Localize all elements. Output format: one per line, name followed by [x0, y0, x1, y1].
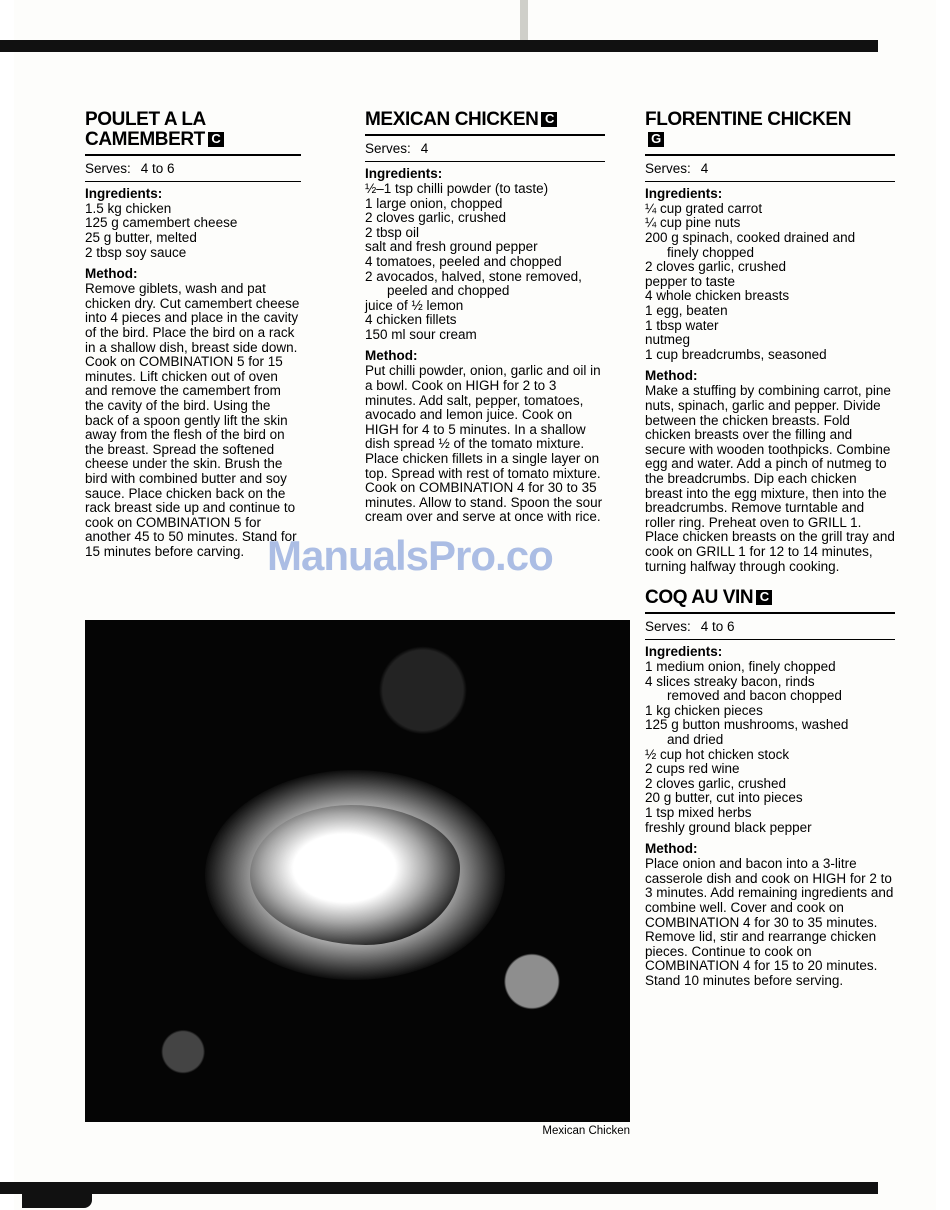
list-item: 2 cloves garlic, crushed	[365, 210, 507, 226]
list-item: ¼ cup pine nuts	[645, 215, 741, 231]
serves-value: 4 to 6	[140, 160, 175, 176]
list-item: 200 g spinach, cooked drained and	[645, 230, 856, 246]
page-bottom-rule	[0, 1182, 878, 1194]
recipe-badge: C	[756, 590, 772, 605]
column-right	[645, 110, 895, 989]
recipe-badge: C	[541, 112, 557, 127]
ingredients-label: Ingredients:	[365, 165, 443, 181]
list-item	[645, 733, 895, 748]
method-label: Method:	[645, 841, 698, 857]
serves-line	[645, 161, 895, 176]
recipe-title-text: MEXICAN CHICKEN	[365, 109, 539, 130]
list-item: 4 tomatoes, peeled and chopped	[365, 253, 562, 269]
method-label: Method:	[645, 368, 698, 384]
title-divider	[645, 154, 895, 156]
serves-label: Serves:	[645, 619, 691, 635]
serves-line	[85, 161, 301, 176]
list-item-continuation: finely chopped	[667, 244, 755, 260]
list-item-continuation: and dried	[667, 732, 724, 748]
list-item: 1 egg, beaten	[645, 303, 728, 319]
recipe-columns	[85, 110, 895, 1170]
ingredients-list	[645, 202, 895, 363]
recipe-badge: C	[208, 132, 224, 147]
method-label: Method:	[365, 348, 418, 364]
watermark: ManualsPro.co	[267, 532, 553, 579]
list-item: ¼ cup grated carrot	[645, 200, 763, 216]
recipe-title-poulet	[85, 110, 301, 150]
ingredients-list	[645, 660, 895, 835]
title-divider	[645, 612, 895, 614]
title-divider	[85, 154, 301, 156]
recipe-title-text: FLORENTINE CHICKEN	[645, 109, 852, 130]
list-item-continuation: peeled and chopped	[387, 283, 510, 299]
list-item: freshly ground black pepper	[645, 819, 812, 835]
list-item	[645, 689, 895, 704]
list-item: 1 cup breadcrumbs, seasoned	[645, 346, 827, 362]
list-item: 2 tbsp soy sauce	[85, 244, 187, 260]
mexican-chicken-photo	[85, 620, 630, 1122]
serves-line	[365, 141, 605, 156]
column-left	[85, 110, 301, 560]
serves-label: Serves:	[365, 140, 411, 156]
ingredients-label: Ingredients:	[645, 644, 723, 660]
ingredients-label: Ingredients:	[85, 185, 163, 201]
serves-value: 4 to 6	[700, 619, 735, 635]
list-item: 1 tsp mixed herbs	[645, 805, 752, 820]
serves-value: 4	[700, 160, 709, 176]
column-middle	[365, 110, 605, 525]
list-item: 125 g camembert cheese	[85, 215, 238, 231]
serves-label: Serves:	[645, 160, 691, 176]
list-item	[645, 246, 895, 261]
serves-divider	[365, 161, 605, 162]
list-item	[365, 284, 605, 299]
serves-divider	[85, 181, 301, 182]
serves-divider	[645, 181, 895, 182]
scan-artifact-top	[520, 0, 528, 40]
page-left-margin	[0, 0, 14, 1210]
list-item: 1 kg chicken pieces	[645, 702, 763, 718]
ingredients-list	[85, 202, 301, 260]
recipe-title-text: COQ AU VIN	[645, 587, 754, 609]
list-item: 4 whole chicken breasts	[645, 288, 790, 304]
title-divider	[365, 134, 605, 136]
page-right-margin	[936, 0, 950, 1210]
list-item: 4 chicken fillets	[365, 312, 457, 328]
list-item: 1 tbsp water	[645, 317, 719, 333]
list-item-continuation: removed and bacon chopped	[667, 688, 842, 704]
photo-highlights	[85, 620, 630, 1122]
recipe-title-coq	[645, 588, 895, 608]
method-text: Make a stuffing by combining carrot, pine nuts, spinach, garlic and pepper. Divide between the chicken breasts. Fold chicken breasts over the filling and secure with wooden toothpicks. Combine egg and water. Add a pinch of nutmeg to the breadcrumbs. Dip each chicken breast into the egg mixture, then into the breadcrumbs. Remove turntable and roller ring. Preheat oven to GRILL 1. Place chicken breasts on the grill tray and cook on GRILL 1 for 12 to 14 minutes, turning halfway through cooking.	[645, 383, 895, 574]
list-item: pepper to taste	[645, 273, 736, 289]
method-text: Put chilli powder, onion, garlic and oil in a bowl. Cook on HIGH for 2 to 3 minutes. Add salt, pepper, tomatoes, avocado and lemon juice. Cook on HIGH for 4 to 5 minutes. In a shallow dish spread ½ of the tomato mixture. Place chicken fillets in a single layer on top. Spread with rest of tomato mixture. Cook on COMBINATION 4 for 30 to 35 minutes. Allow to stand. Spoon the sour cream over and serve at once with rice.	[365, 363, 603, 525]
page-top-rule	[0, 40, 878, 52]
list-item: 1 medium onion, finely chopped	[645, 659, 836, 675]
recipe-title-text: POULET A LA CAMEMBERT	[85, 109, 206, 150]
list-item: 2 avocados, halved, stone removed,	[365, 268, 582, 284]
list-item: 25 g butter, melted	[85, 230, 197, 246]
recipe-badge: G	[648, 132, 664, 147]
ingredients-label: Ingredients:	[645, 185, 723, 201]
method-label: Method:	[85, 266, 138, 282]
serves-divider	[645, 639, 895, 640]
recipe-title-florentine	[645, 110, 895, 150]
list-item: juice of ½ lemon	[365, 297, 464, 313]
list-item: 125 g button mushrooms, washed	[645, 717, 849, 733]
photo-caption: Mexican Chicken	[542, 1125, 630, 1137]
list-item: 2 cloves garlic, crushed	[645, 259, 787, 275]
recipe-title-mexican	[365, 110, 605, 130]
list-item: 4 slices streaky bacon, rinds	[645, 673, 815, 689]
serves-value: 4	[420, 140, 429, 156]
method-text: Place onion and bacon into a 3-litre casserole dish and cook on HIGH for 2 to 3 minutes. Add remaining ingredients and combine well. Cover and cook on COMBINATION 4 for 30 to 35 minutes. Remove lid, stir and rearrange chicken pieces. Continue to cook on COMBINATION 4 for 15 to 20 minutes. Stand 10 minutes before serving.	[645, 856, 894, 988]
list-item: salt and fresh ground pepper	[365, 239, 538, 255]
recipe-photo-block	[85, 620, 630, 1140]
list-item: ½–1 tsp chilli powder (to taste)	[365, 180, 549, 196]
scan-artifact-bottom	[22, 1182, 92, 1208]
list-item: nutmeg	[645, 332, 691, 348]
ingredients-list	[365, 182, 605, 343]
list-item: 1 large onion, chopped	[365, 195, 503, 211]
serves-label: Serves:	[85, 160, 131, 176]
list-item: 2 cups red wine	[645, 761, 740, 777]
list-item: 2 tbsp oil	[365, 224, 420, 240]
list-item: 150 ml sour cream	[365, 326, 477, 342]
list-item: 1.5 kg chicken	[85, 200, 172, 216]
serves-line	[645, 619, 895, 634]
list-item: ½ cup hot chicken stock	[645, 746, 790, 762]
list-item: 2 cloves garlic, crushed	[645, 775, 787, 791]
method-text: Remove giblets, wash and pat chicken dry. Cut camembert cheese into 4 pieces and place in the cavity of the bird. Place the bird on a rack in a shallow dish, breast side down. Cook on COMBINATION 5 for 15 minutes. Lift chicken out of oven and remove the camembert from the cavity of the bird. Using the back of a spoon gently lift the skin away from the flesh of the bird on the breast. Spread the softened cheese under the skin. Brush the bird with combined butter and soy sauce. Place chicken back on the rack breast side up and continue to cook on COMBINATION 5 for another 45 to 50 minutes. Stand for 15 minutes before carving.	[85, 281, 300, 559]
list-item: 20 g butter, cut into pieces	[645, 790, 803, 806]
